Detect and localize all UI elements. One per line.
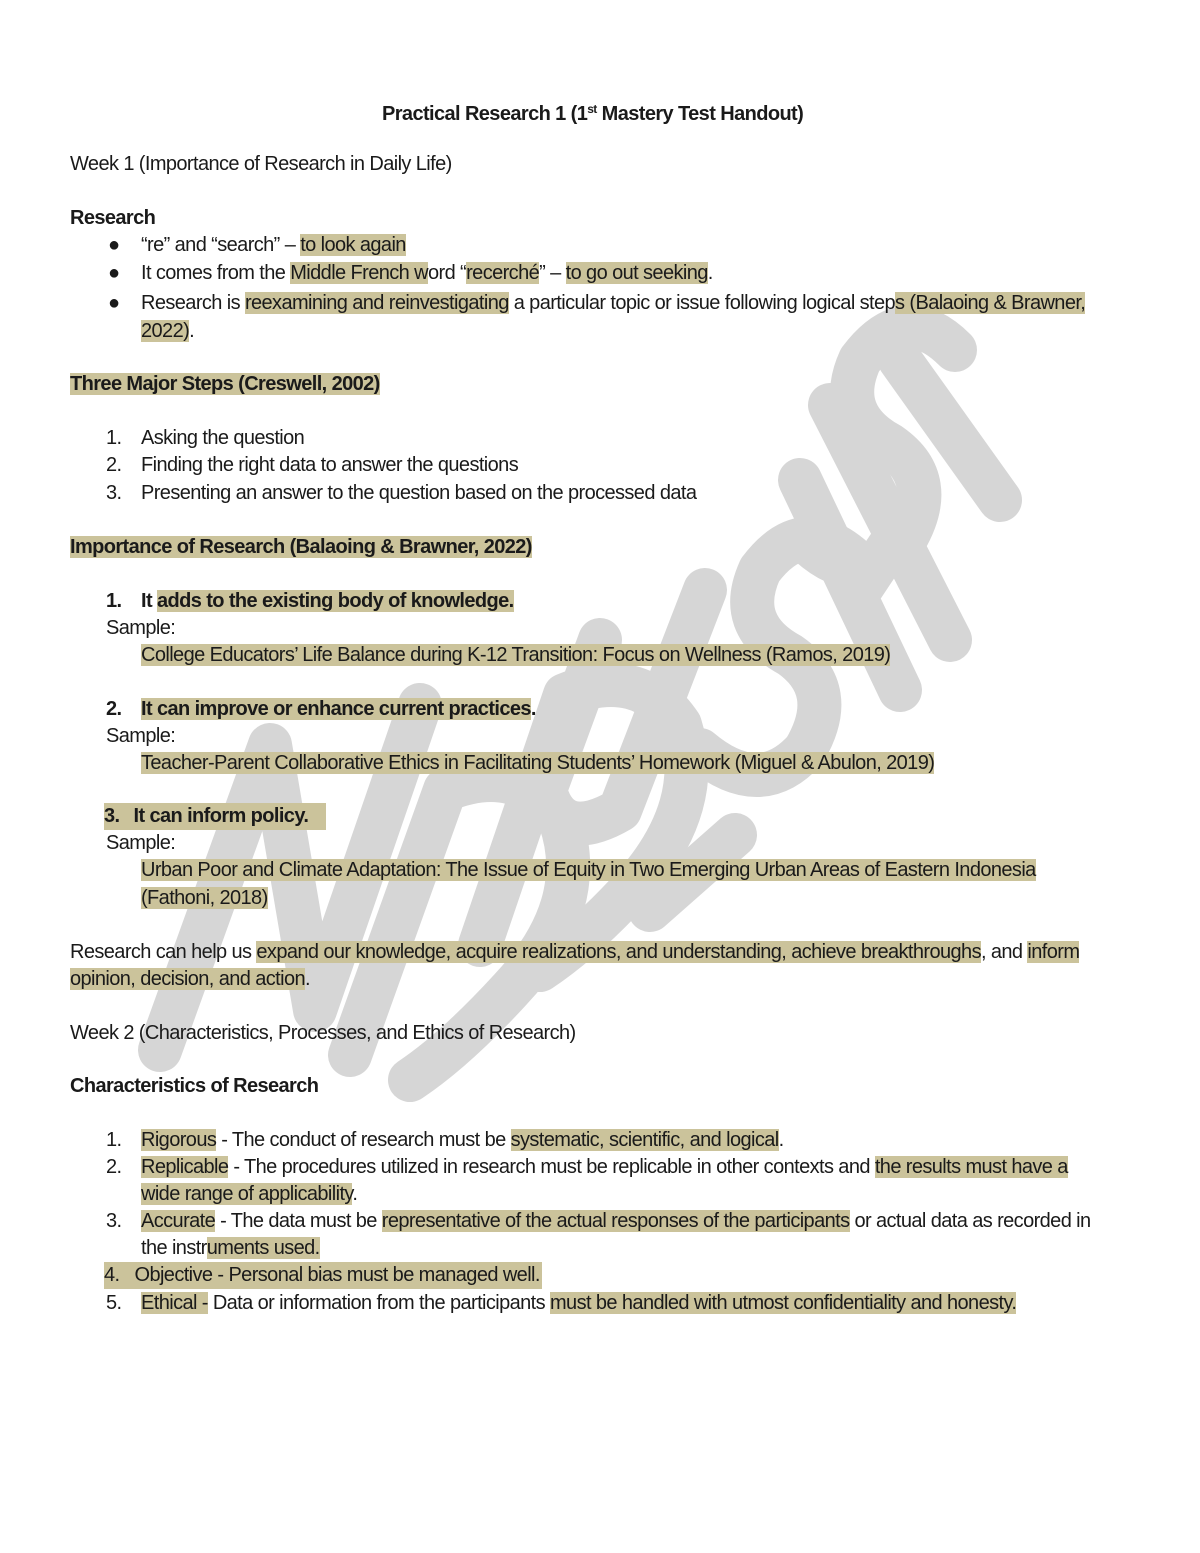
importance-item-3: 3. It can inform policy. bbox=[104, 803, 326, 830]
characteristic-item-5: Ethical - Data or information from the participants must be handled with utmost confidentiality and honesty. bbox=[141, 1292, 1017, 1314]
characteristic-number: 5. bbox=[106, 1292, 122, 1314]
bullet-icon: ● bbox=[108, 234, 121, 256]
sample-title-3-cont: (Fathoni, 2018) bbox=[141, 887, 268, 909]
sample-title-1: College Educators’ Life Balance during K-12 Transition: Focus on Wellness (Ramos, 2019) bbox=[141, 644, 891, 666]
characteristic-number: 2. bbox=[106, 1156, 122, 1178]
bullet-icon: ● bbox=[108, 292, 121, 314]
bullet-icon: ● bbox=[108, 262, 121, 284]
characteristics-heading: Characteristics of Research bbox=[70, 1075, 319, 1097]
research-bullet-3-cont: 2022). bbox=[141, 320, 195, 342]
steps-heading: Three Major Steps (Creswell, 2002) bbox=[70, 373, 380, 395]
importance-number: 1. bbox=[106, 590, 122, 612]
step-number: 2. bbox=[106, 454, 122, 476]
sample-label: Sample: bbox=[106, 617, 176, 639]
research-bullet-1: “re” and “search” – to look again bbox=[141, 234, 406, 256]
research-bullet-3: Research is reexamining and reinvestigating a particular topic or issue following logical steps (Balaoing & Brawner, bbox=[141, 292, 1086, 314]
characteristic-item-2-cont: wide range of applicability. bbox=[141, 1183, 358, 1205]
characteristic-item-2: Replicable - The procedures utilized in research must be replicable in other contexts and the results must have a bbox=[141, 1156, 1068, 1178]
importance-number: 2. bbox=[106, 698, 122, 720]
characteristic-number: 1. bbox=[106, 1129, 122, 1151]
week-2-label: Week 2 (Characteristics, Processes, and Ethics of Research) bbox=[70, 1022, 576, 1044]
characteristic-item-3-cont: the instruments used. bbox=[141, 1237, 320, 1259]
sample-label: Sample: bbox=[106, 725, 176, 747]
sample-label: Sample: bbox=[106, 832, 176, 854]
step-item: Asking the question bbox=[141, 427, 305, 449]
importance-heading: Importance of Research (Balaoing & Brawner, 2022) bbox=[70, 536, 532, 558]
sample-title-2: Teacher-Parent Collaborative Ethics in Facilitating Students’ Homework (Miguel & Abulon, 2019) bbox=[141, 752, 935, 774]
characteristic-item-3: Accurate - The data must be representative of the actual responses of the participants or actual data as recorded in bbox=[141, 1210, 1091, 1232]
characteristic-item-1: Rigorous - The conduct of research must be systematic, scientific, and logical. bbox=[141, 1129, 784, 1151]
summary-line-2: opinion, decision, and action. bbox=[70, 968, 310, 990]
research-heading: Research bbox=[70, 207, 156, 229]
summary-line-1: Research can help us expand our knowledge, acquire realizations, and understanding, achieve breakthroughs, and inform bbox=[70, 941, 1080, 963]
importance-item-2: It can improve or enhance current practices. bbox=[141, 698, 536, 720]
sample-title-3: Urban Poor and Climate Adaptation: The Issue of Equity in Two Emerging Urban Areas of Eastern Indonesia bbox=[141, 859, 1036, 881]
importance-item-1: It adds to the existing body of knowledge. bbox=[141, 590, 514, 612]
step-number: 3. bbox=[106, 482, 122, 504]
page-title: Practical Research 1 (1st Mastery Test Handout) bbox=[382, 102, 804, 125]
step-item: Finding the right data to answer the questions bbox=[141, 454, 519, 476]
step-item: Presenting an answer to the question based on the processed data bbox=[141, 482, 697, 504]
week-1-label: Week 1 (Importance of Research in Daily Life) bbox=[70, 153, 452, 175]
characteristic-item-4: 4. Objective - Personal bias must be managed well. bbox=[104, 1262, 542, 1289]
characteristic-number: 3. bbox=[106, 1210, 122, 1232]
step-number: 1. bbox=[106, 427, 122, 449]
research-bullet-2: It comes from the Middle French word “recerché” – to go out seeking. bbox=[141, 262, 713, 284]
